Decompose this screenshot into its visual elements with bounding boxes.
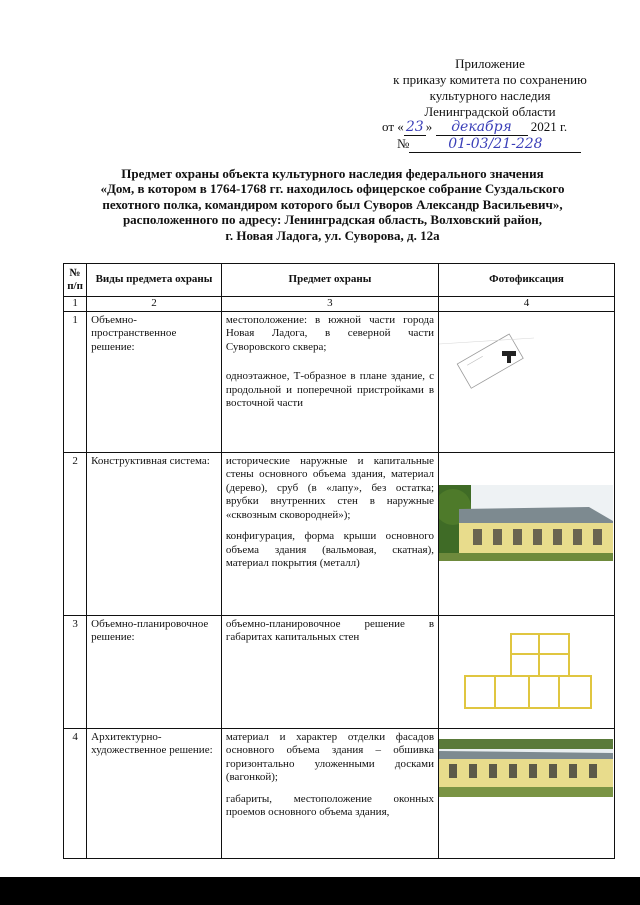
header-subject: Предмет охраны: [221, 264, 438, 297]
title-line: «Дом, в котором в 1764-1768 гг. находилось офицерское собрание Суздальского: [100, 181, 565, 197]
protection-subject-table: [63, 263, 615, 859]
column-number: 1: [64, 297, 87, 312]
subject-paragraph: местоположение: в южной части города Новая Ладога, в северной части Суворовского сквера;: [225, 313, 435, 353]
table-row: [64, 311, 615, 452]
title-line: расположенного по адресу: Ленинградская область, Волховский район,: [122, 212, 543, 228]
header-photo: Фотофиксация: [439, 264, 615, 297]
row-number: 2: [64, 452, 87, 615]
appendix-block: [360, 56, 620, 120]
row-photo: [439, 452, 615, 615]
column-number: 3: [221, 297, 438, 312]
date-year: 2021 г.: [530, 119, 568, 134]
subject-paragraph: исторические наружные и капитальные стены основного объема здания, материал (дерево), сруб (в «лапу», без остатка; врубки внутренних стен в наружные «сквозным сковородней»);: [225, 454, 435, 521]
row-number: 4: [64, 728, 87, 858]
row-photo: [439, 311, 615, 452]
order-number: [397, 136, 581, 153]
building-photo-image: [439, 485, 613, 561]
title-line: пехотного полка, командиром которого был Суворов Александр Васильевич»,: [102, 196, 563, 212]
column-number-row: [64, 297, 615, 312]
row-kind: Объемно-планировочное решение:: [87, 615, 222, 728]
floor-plan-image: [439, 624, 613, 719]
date-day: 23: [404, 119, 426, 136]
row-subject: [221, 311, 438, 452]
appendix-line: Приложение: [455, 56, 525, 71]
document-title: [40, 166, 625, 243]
table-row: [64, 452, 615, 615]
facade-photo-image: [439, 739, 613, 797]
date-quote: »: [425, 119, 433, 134]
column-number: 2: [87, 297, 222, 312]
date-month: декабря: [436, 119, 528, 136]
subject-paragraph: конфигурация, форма крыши основного объема здания (вальмовая, скатная), материал покрытия (металл): [225, 530, 435, 569]
row-photo: [439, 728, 615, 858]
table-row: [64, 728, 615, 858]
number-prefix: №: [397, 136, 410, 151]
row-kind: Конструктивная система:: [87, 452, 222, 615]
subject-paragraph: объемно-планировочное решение в габаритах капитальных стен: [225, 617, 435, 643]
row-photo: [439, 615, 615, 728]
appendix-line: к приказу комитета по сохранению: [393, 72, 587, 87]
scan-bottom-edge: [0, 877, 640, 905]
row-subject: [221, 728, 438, 858]
row-kind: Объемно-пространственное решение:: [87, 311, 222, 452]
row-kind: Архитектурно-художественное решение:: [87, 728, 222, 858]
subject-paragraph: материал и характер отделки фасадов основного объема здания – обшивка горизонтально уложенными досками (вагонкой);: [225, 730, 435, 783]
header-kind: Виды предмета охраны: [87, 264, 222, 297]
title-line: г. Новая Ладога, ул. Суворова, д. 12а: [225, 227, 440, 243]
row-subject: [221, 615, 438, 728]
site-plan-image: [439, 318, 613, 398]
row-number: 1: [64, 311, 87, 452]
appendix-line: Ленинградской области: [424, 104, 556, 119]
subject-paragraph: одноэтажное, Т-образное в плане здание, с продольной и поперечной пристройками в восточной части: [225, 370, 435, 409]
order-date: [382, 119, 567, 136]
appendix-line: культурного наследия: [429, 88, 551, 103]
row-number: 3: [64, 615, 87, 728]
subject-paragraph: габариты, местоположение оконных проемов основного объема здания,: [225, 792, 435, 818]
table-row: [64, 615, 615, 728]
title-line: Предмет охраны объекта культурного наследия федерального значения: [121, 166, 544, 181]
date-prefix: от «: [382, 119, 404, 134]
column-number: 4: [439, 297, 615, 312]
header-num: № п/п: [64, 264, 87, 297]
row-subject: [221, 452, 438, 615]
number-value: 01-03/21-228: [409, 136, 581, 153]
